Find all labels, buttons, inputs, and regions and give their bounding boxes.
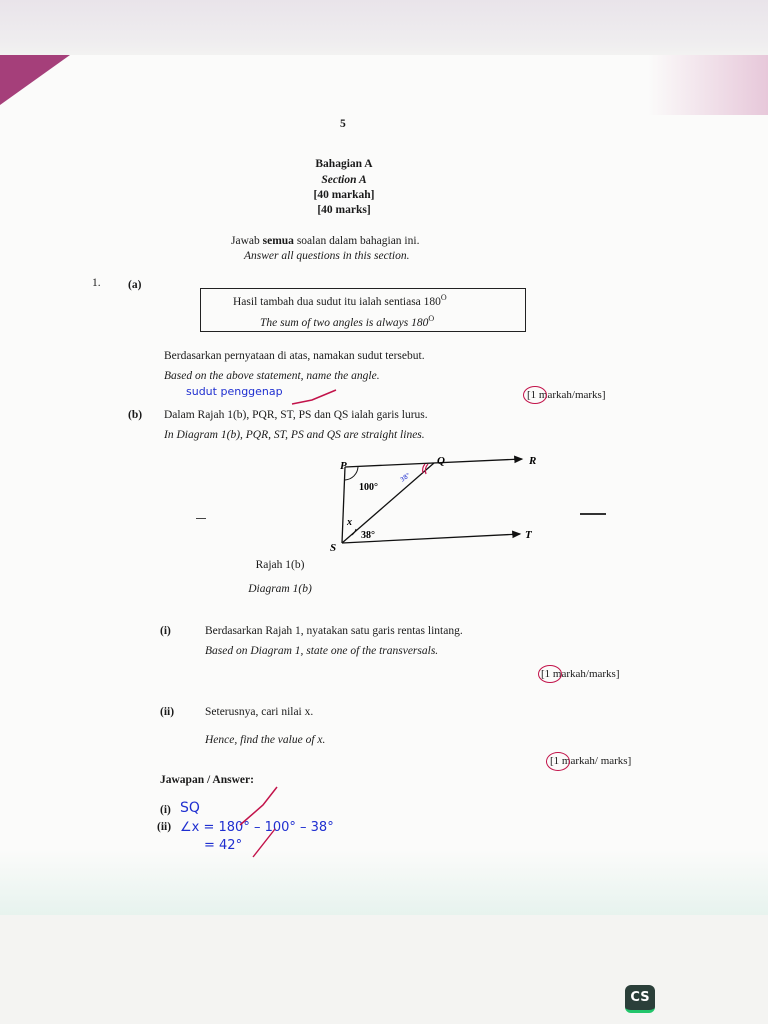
- line-qs: [342, 463, 434, 543]
- section-marks-ms: [40 markah]: [313, 189, 375, 201]
- stray-mark-right: [580, 513, 606, 515]
- diagram-1b: [330, 450, 550, 560]
- part-b-text-ms: Dalam Rajah 1(b), PQR, ST, PS dan QS ialah garis lurus.: [164, 409, 428, 421]
- marks-b-ii: [1 markah/ marks]: [550, 755, 632, 767]
- camscanner-logo: CS: [625, 985, 655, 1013]
- answer-i-value: SQ: [180, 800, 200, 816]
- marks-b-i: [1 markah/marks]: [541, 668, 620, 680]
- line-ps: [342, 467, 345, 543]
- red-tick-answers: [235, 785, 295, 860]
- page-bottom-tint: [0, 850, 768, 915]
- part-b-i-en: Based on Diagram 1, state one of the transversals.: [205, 645, 439, 657]
- label-angle-s: 38°: [361, 530, 375, 541]
- label-r: R: [529, 455, 537, 467]
- answer-ii-line2: = 42°: [204, 838, 243, 853]
- instruction-en: Answer all questions in this section.: [244, 250, 410, 262]
- part-b-ii-label: (ii): [160, 706, 175, 718]
- red-circle-b-i: [538, 665, 562, 683]
- part-b-label: (b): [128, 409, 143, 421]
- label-p: P: [340, 460, 347, 472]
- answer-heading: Jawapan / Answer:: [160, 774, 254, 786]
- page-number: 5: [340, 118, 346, 130]
- handwritten-answer-a: sudut penggenap: [186, 385, 283, 398]
- diagram-caption-ms: Rajah 1(b): [255, 559, 305, 571]
- part-a-label: (a): [128, 279, 142, 291]
- part-b-i-ms: Berdasarkan Rajah 1, nyatakan satu garis rentas lintang.: [205, 625, 463, 637]
- section-title-ms: Bahagian A: [315, 158, 373, 170]
- answer-ii-label: (ii): [157, 821, 172, 833]
- handwritten-angle-q: 38°: [399, 471, 412, 484]
- label-q: Q: [437, 455, 445, 467]
- part-b-ii-ms: Seterusnya, cari nilai x.: [205, 706, 314, 718]
- pink-fabric-corner: [0, 55, 70, 105]
- answer-ii-line1: ∠x = 180° – 100° – 38°: [180, 820, 334, 835]
- question-number: 1.: [92, 277, 101, 289]
- statement-en: The sum of two angles is always $180^O$: [260, 314, 435, 329]
- pink-fabric-right: [648, 55, 768, 115]
- statement-ms: Hasil tambah dua sudut itu ialah sentiasa $180^O$: [233, 293, 447, 308]
- background-top: [0, 0, 768, 60]
- instruction-ms: Jawab semua soalan dalam bahagian ini.: [231, 235, 420, 247]
- red-circle-a: [523, 386, 547, 404]
- label-t: T: [525, 529, 532, 541]
- stray-mark-left: [196, 518, 206, 519]
- answer-i-label: (i): [160, 804, 171, 816]
- red-tick-a: [290, 388, 340, 408]
- part-a-question-ms: Berdasarkan pernyataan di atas, namakan sudut tersebut.: [164, 350, 425, 362]
- red-circle-b-ii: [546, 752, 570, 771]
- label-s: S: [330, 542, 337, 554]
- label-angle-x: x: [347, 517, 352, 528]
- section-title-en: Section A: [321, 174, 367, 186]
- part-b-text-en: In Diagram 1(b), PQR, ST, PS and QS are straight lines.: [164, 429, 425, 441]
- diagram-caption-en: Diagram 1(b): [248, 583, 312, 595]
- part-b-i-label: (i): [160, 625, 171, 637]
- marks-a: [1 markah/marks]: [527, 389, 606, 401]
- label-angle-p: 100°: [359, 482, 378, 493]
- part-a-question-en: Based on the above statement, name the angle.: [164, 370, 380, 382]
- part-b-ii-en: Hence, find the value of x.: [205, 734, 326, 746]
- section-marks-en: [40 marks]: [317, 204, 371, 216]
